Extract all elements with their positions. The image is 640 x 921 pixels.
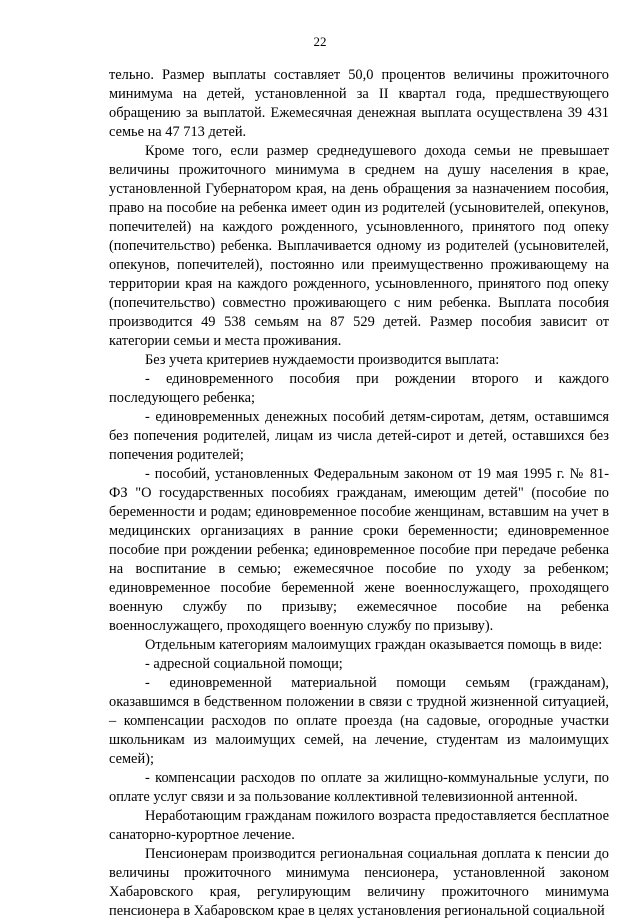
list-item-utility-compensation: - компенсации расходов по оплате за жилищно-коммунальные услуги, по оплате услуг связи и за пользование коллективной телевизионной антенной. [109, 770, 609, 805]
paragraph-sanatorium-treatment: Неработающим гражданам пожилого возраста предоставляется бесплатное санаторно-курортное лечение. [109, 808, 609, 843]
paragraph-without-criteria-intro: Без учета критериев нуждаемости производится выплата: [145, 352, 500, 368]
list-item-orphan-benefits: - единовременных денежных пособий детям-сиротам, детям, оставшимся без попечения родителей, лицам из числа детей-сирот и детей, оставшихся без попечения родителей; [109, 409, 609, 463]
paragraph-child-benefit: Кроме того, если размер среднедушевого дохода семьи не превышает величины прожиточного минимума в среднем на душу населения в крае, установленной Губернатором края, на день обращения за назначением пособия, право на пособие на ребенка имеет один из родителей (усыновителей, опекунов, попечителей) на каждого рожденного, усыновленного, принятого под опеку (попечительство) ребенка. Выплачивается одному из родителей (усыновителей, опекунов, попечителей), постоянно или преимущественно проживающему на территории края на каждого рожденного, усыновленного, принятого под опеку (попечительство) совместно проживающего с ним ребенка. Выплата пособия производится 49 538 семьям на 87 529 детей. Размер пособия зависит от категории семьи и места проживания. [109, 143, 609, 349]
list-item-federal-law-benefits: - пособий, установленных Федеральным законом от 19 мая 1995 г. № 81-ФЗ "О государственных пособиях гражданам, имеющим детей" (пособие по беременности и родам; единовременное пособие женщинам, вставшим на учет в медицинских организациях в ранние сроки беременности; единовременное пособие при рождении ребенка; единовременное пособие при передаче ребенка на воспитание в семью; ежемесячное пособие по уходу за ребенком; единовременное пособие беременной жене военнослужащего, проходящего военную службу по призыву; ежемесячное пособие на ребенка военнослужащего, проходящего военную службу по призыву). [109, 466, 609, 634]
list-item-material-assistance: - единовременной материальной помощи семьям (гражданам), оказавшимся в бедственном положении в связи с трудной жизненной ситуацией, – компенсации расходов по оплате проезда (на садовые, огородные участки школьникам из малоимущих семей, на лечение, студентам из малоимущих семей); [109, 675, 609, 767]
paragraph-pension-supplement: Пенсионерам производится региональная социальная доплата к пенсии до величины прожиточного минимума пенсионера, установленной законом Хабаровского края, регулирующим величину прожиточного минимума пенсионера в Хабаровском крае в целях установления региональной социальной [109, 846, 609, 919]
list-item-lump-sum-birth: - единовременного пособия при рождении второго и каждого последующего ребенка; [109, 371, 609, 406]
paragraph-continuation: тельно. Размер выплаты составляет 50,0 процентов величины прожиточного минимума на детей, установленной за II квартал года, предшествующего обращению за выплатой. Ежемесячная денежная выплата осуществлена 39 431 семье на 47 713 детей. [109, 67, 609, 140]
document-body [109, 66, 609, 921]
page-number: 22 [313, 34, 327, 49]
list-item-targeted-assistance: - адресной социальной помощи; [145, 656, 343, 672]
paragraph-low-income-intro: Отдельным категориям малоимущих граждан оказывается помощь в виде: [145, 637, 603, 653]
